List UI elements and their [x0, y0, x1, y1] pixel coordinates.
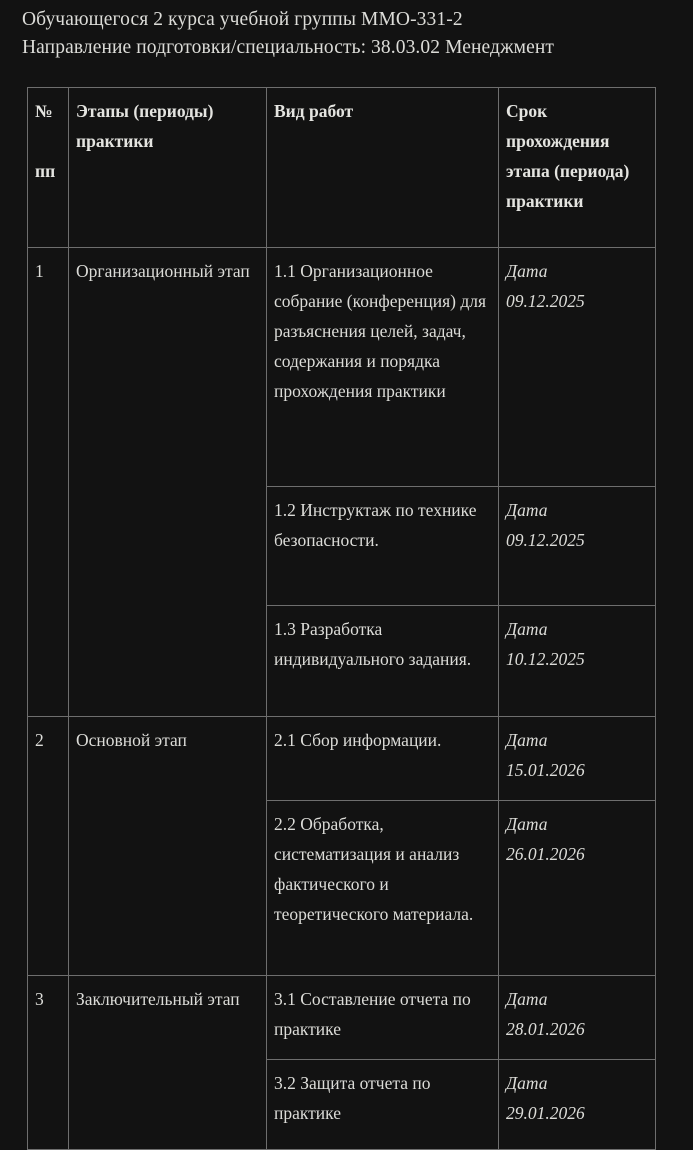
term-label: Дата — [506, 730, 548, 750]
term-value: 09.12.2025 — [506, 291, 585, 311]
work-type-cell: 1.3 Разработка индивидуального задания. — [267, 606, 499, 717]
term-label: Дата — [506, 989, 548, 1009]
practice-schedule-table-wrapper — [27, 87, 655, 1150]
stage-name-cell: Основной этап — [69, 717, 267, 976]
work-type-cell: 2.1 Сбор информации. — [267, 717, 499, 801]
term-label: Дата — [506, 500, 548, 520]
column-header-stage: Этапы (периоды) практики — [69, 88, 267, 248]
table-row — [28, 717, 656, 801]
term-cell — [499, 976, 656, 1060]
work-type-cell: 3.1 Составление отчета по практике — [267, 976, 499, 1060]
heading-line-specialty: Направление подготовки/специальность: 38.03.02 Менеджмент — [22, 37, 554, 58]
term-value: 09.12.2025 — [506, 530, 585, 550]
stage-name-cell: Организационный этап — [69, 248, 267, 717]
work-type-cell: 2.2 Обработка, систематизация и анализ фактического и теоретического материала. — [267, 801, 499, 976]
term-label: Дата — [506, 261, 548, 281]
term-value: 26.01.2026 — [506, 844, 585, 864]
term-label: Дата — [506, 814, 548, 834]
document-heading — [22, 6, 672, 62]
term-cell — [499, 248, 656, 487]
work-type-cell: 1.2 Инструктаж по технике безопасности. — [267, 487, 499, 606]
term-value: 10.12.2025 — [506, 649, 585, 669]
column-header-number-line1: № — [35, 101, 53, 121]
column-header-number-line2: пп — [35, 161, 56, 181]
term-label: Дата — [506, 619, 548, 639]
term-value: 28.01.2026 — [506, 1019, 585, 1039]
practice-schedule-table — [27, 87, 656, 1150]
table-row — [28, 248, 656, 487]
stage-name-cell: Заключительный этап — [69, 976, 267, 1150]
term-label: Дата — [506, 1073, 548, 1093]
row-number-cell: 3 — [28, 976, 69, 1150]
term-cell — [499, 606, 656, 717]
column-header-term: Срок прохождения этапа (периода) практики — [499, 88, 656, 248]
term-value: 15.01.2026 — [506, 760, 585, 780]
column-header-work: Вид работ — [267, 88, 499, 248]
term-cell — [499, 717, 656, 801]
row-number-cell: 2 — [28, 717, 69, 976]
row-number-cell: 1 — [28, 248, 69, 717]
table-header-row — [28, 88, 656, 248]
term-cell — [499, 801, 656, 976]
heading-line-student-group: Обучающегося 2 курса учебной группы ММО-331-2 — [22, 9, 463, 30]
table-row — [28, 976, 656, 1060]
term-value: 29.01.2026 — [506, 1103, 585, 1123]
term-cell — [499, 1060, 656, 1150]
column-header-number — [28, 88, 69, 248]
work-type-cell: 3.2 Защита отчета по практике — [267, 1060, 499, 1150]
term-cell — [499, 487, 656, 606]
work-type-cell: 1.1 Организационное собрание (конференция) для разъяснения целей, задач, содержания и порядка прохождения практики — [267, 248, 499, 487]
